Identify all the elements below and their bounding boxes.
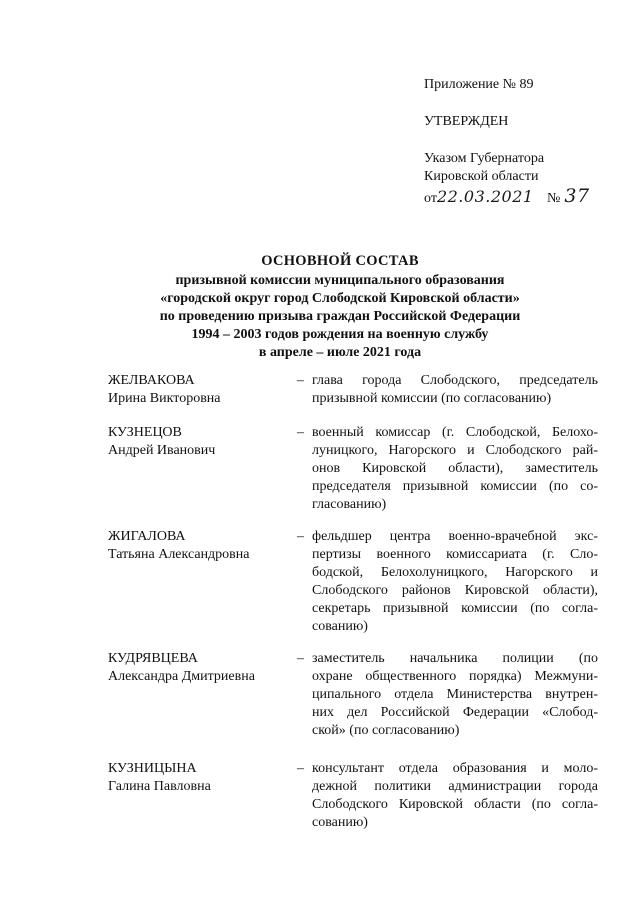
- member-given-name: Ирина Викторовна: [108, 391, 221, 406]
- member-surname: КУЗНИЦЫНА: [108, 761, 197, 776]
- member-name: [108, 650, 288, 686]
- member-dash: –: [297, 529, 304, 544]
- member-dash: –: [297, 425, 304, 440]
- member-entry: [108, 650, 608, 760]
- member-name: [108, 372, 288, 408]
- role-line: Слободского Кировской области (по согла-: [312, 797, 598, 812]
- role-line: сованию): [312, 815, 368, 830]
- decree-line-2: Кировской области: [424, 169, 539, 184]
- approved-label: УТВЕРЖДЕН: [424, 114, 509, 129]
- role-line: призывной комиссии (по согласованию): [312, 391, 552, 406]
- title-line-2: «городской округ город Слободской Кировской области»: [160, 291, 520, 306]
- role-line: гласованию): [312, 497, 387, 512]
- decree-date-number: [424, 187, 624, 208]
- title-line-1: призывной комиссии муниципального образования: [175, 273, 505, 288]
- role-line: ской» (по согласованию): [312, 723, 460, 738]
- role-line: луницкого, Нагорского и Слободского рай-: [312, 443, 598, 458]
- role-line: консультант отдела образования и моло-: [312, 761, 598, 776]
- approval-stamp-block: [424, 76, 624, 208]
- commission-member-list: [108, 372, 608, 840]
- member-role: [312, 760, 598, 832]
- member-surname: КУДРЯВЦЕВА: [108, 651, 198, 666]
- role-line: пертизы военного комиссариата (г. Сло-: [312, 547, 598, 562]
- title-main: ОСНОВНОЙ СОСТАВ: [261, 253, 419, 269]
- role-line: охране общественного порядка) Межмуни-: [312, 669, 598, 684]
- member-dash: –: [297, 761, 304, 776]
- number-label: №: [547, 191, 561, 206]
- role-line: ципального отдела Министерства внутрен-: [312, 687, 598, 702]
- member-dash: –: [297, 373, 304, 388]
- member-name: [108, 528, 288, 564]
- member-given-name: Татьяна Александровна: [108, 547, 250, 562]
- role-line: заместитель начальника полиции (по: [312, 651, 598, 666]
- role-line: сованию): [312, 619, 368, 634]
- member-entry: [108, 372, 608, 424]
- handwritten-date: 22.03.2021: [436, 187, 534, 206]
- member-role: [312, 372, 598, 408]
- member-given-name: Галина Павловна: [108, 779, 211, 794]
- role-line: глава города Слободского, председатель: [312, 373, 598, 388]
- member-name: [108, 760, 288, 796]
- member-entry: [108, 424, 608, 528]
- role-line: них дел Российской Федерации «Слобод-: [312, 705, 598, 720]
- member-surname: КУЗНЕЦОВ: [108, 425, 182, 440]
- title-line-3: по проведению призыва граждан Российской Федерации: [159, 309, 521, 324]
- title-line-4: 1994 – 2003 годов рождения на военную службу: [191, 327, 489, 342]
- role-line: бодской, Белохолуницкого, Нагорского и: [312, 565, 598, 580]
- role-line: Слободского районов Кировской области),: [312, 583, 598, 598]
- member-surname: ЖИГАЛОВА: [108, 529, 186, 544]
- decree-line-1: Указом Губернатора: [424, 151, 545, 166]
- role-line: военный комиссар (г. Слободской, Белохо-: [312, 425, 598, 440]
- member-entry: [108, 760, 608, 840]
- member-name: [108, 424, 288, 460]
- document-title: [130, 252, 550, 362]
- role-line: председателя призывной комиссии (по со-: [312, 479, 598, 494]
- role-line: дежной политики администрации города: [312, 779, 598, 794]
- title-line-5: в апреле – июле 2021 года: [258, 345, 422, 360]
- role-line: онов Кировской области), заместитель: [312, 461, 598, 476]
- member-role: [312, 650, 598, 740]
- member-role: [312, 424, 598, 514]
- handwritten-number: 37: [564, 185, 590, 207]
- member-surname: ЖЕЛВАКОВА: [108, 373, 195, 388]
- date-prefix: от: [424, 191, 437, 206]
- appendix-number: Приложение № 89: [424, 77, 534, 92]
- member-given-name: Александра Дмитриевна: [108, 669, 255, 684]
- role-line: секретарь призывной комиссии (по согла-: [312, 601, 598, 616]
- member-entry: [108, 528, 608, 650]
- member-role: [312, 528, 598, 636]
- role-line: фельдшер центра военно-врачебной экс-: [312, 529, 598, 544]
- member-given-name: Андрей Иванович: [108, 443, 216, 458]
- member-dash: –: [297, 651, 304, 666]
